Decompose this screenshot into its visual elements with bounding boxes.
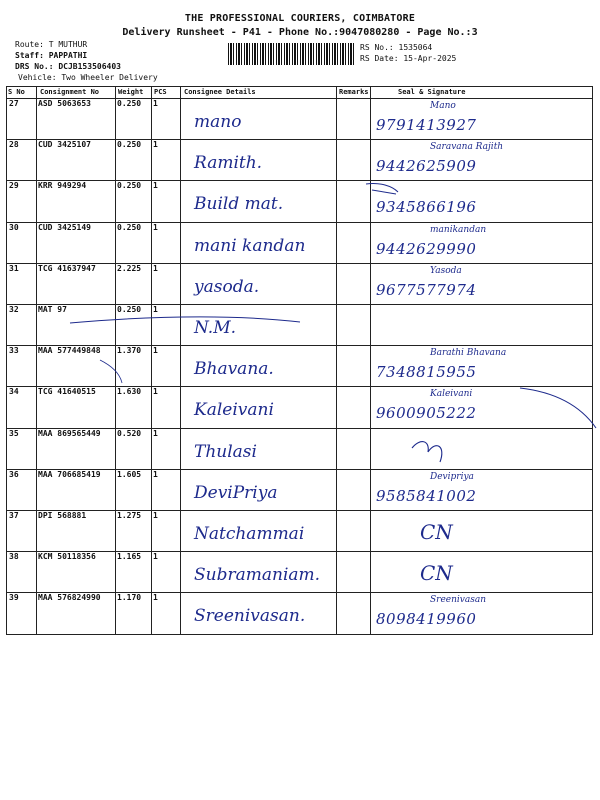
consignee-name: mano (194, 112, 242, 132)
cell-consignment: MAA 706685419 (38, 469, 101, 479)
signature-text: Saravana Rajith (430, 142, 504, 153)
consignee-name: Subramaniam. (194, 565, 321, 586)
cell-consignment: MAT 97 (38, 305, 67, 314)
cell-consignment: MAA 577449848 (38, 346, 101, 356)
cell-pcs: 1 (153, 387, 158, 397)
header-consignment: Consignment No (40, 88, 100, 96)
cell-pcs: 1 (153, 181, 158, 191)
cell-pcs: 1 (153, 346, 158, 356)
consignee-name: DeviPriya (194, 482, 278, 503)
consignee-name: Ramith. (194, 153, 263, 174)
cell-sno: 39 (9, 593, 19, 603)
rs-number: RS No.: 1535064 (360, 43, 433, 52)
cell-pcs: 1 (153, 222, 158, 232)
cell-consignment: DPI 568881 (38, 511, 87, 520)
cell-consignment: CUD 3425149 (38, 222, 91, 232)
cell-sno: 33 (9, 346, 19, 356)
consignee-name: Sreenivasan. (194, 606, 306, 627)
cell-consignment: CUD 3425107 (38, 140, 91, 150)
header-signature: Seal & Signature (398, 88, 466, 96)
signature-phone: 7348815955 (376, 363, 477, 382)
signature-phone: 9600905222 (376, 404, 477, 423)
signature-phone: 9442629990 (376, 239, 477, 258)
header-pcs: PCS (154, 88, 167, 96)
cell-consignment: MAA 869565449 (38, 428, 101, 438)
signature-text: Mano (430, 101, 456, 111)
cell-pcs: 1 (153, 469, 158, 479)
header-consignee: Consignee Details (184, 88, 256, 96)
cell-consignment: MAA 576824990 (38, 593, 101, 603)
signature-text: Kaleivani (430, 389, 473, 400)
consignee-name: Thulasi (194, 441, 257, 462)
cell-sno: 29 (9, 181, 19, 191)
cell-consignment: KCM 50118356 (38, 552, 96, 562)
cell-pcs: 1 (153, 99, 158, 108)
cell-weight: 1.605 (117, 469, 142, 479)
signature-phone: 9677577974 (376, 280, 477, 299)
cell-sno: 30 (9, 222, 19, 232)
cell-weight: 0.250 (117, 222, 142, 232)
signature-text: Yasoda (430, 265, 462, 276)
cell-weight: 0.520 (117, 428, 142, 438)
cell-pcs: 1 (153, 511, 158, 520)
signature-text: CN (420, 520, 453, 544)
cell-pcs: 1 (153, 263, 158, 273)
cell-pcs: 1 (153, 428, 158, 438)
cell-sno: 28 (9, 140, 19, 150)
cell-weight: 2.225 (117, 263, 142, 273)
signature-text: CN (420, 561, 453, 586)
vehicle-label: Vehicle: Two Wheeler Delivery (18, 73, 158, 82)
cell-sno: 36 (9, 469, 19, 479)
cell-weight: 1.370 (117, 346, 142, 356)
signature-phone: 9442625909 (376, 157, 477, 176)
cell-weight: 1.170 (117, 593, 142, 603)
consignee-name: Natchammai (194, 524, 305, 544)
cell-pcs: 1 (153, 593, 158, 603)
cell-sno: 38 (9, 552, 19, 562)
signature-text: Devipriya (430, 471, 474, 482)
cell-sno: 34 (9, 387, 19, 397)
rs-date: RS Date: 15-Apr-2025 (360, 54, 457, 63)
consignee-name: N.M. (194, 318, 237, 338)
consignee-name: Kaleivani (194, 400, 274, 421)
drs-number: DRS No.: DCJB153506403 (15, 62, 121, 71)
cell-weight: 1.165 (117, 552, 142, 562)
header-sno: S No (8, 88, 25, 96)
signature-text: Barathi Bhavana (430, 348, 507, 359)
consignee-name: mani kandan (194, 235, 306, 256)
cell-weight: 0.250 (117, 140, 142, 150)
document-title: THE PROFESSIONAL COURIERS, COIMBATORE (184, 13, 416, 24)
signature-phone: 8098419960 (376, 610, 477, 629)
cell-weight: 1.275 (117, 511, 142, 520)
signature-phone: 9585841002 (376, 486, 477, 505)
cell-pcs: 1 (153, 140, 158, 150)
header-remarks: Remarks (339, 88, 369, 96)
consignee-name: yasoda. (194, 276, 260, 297)
staff-label: Staff: PAPPATHI (15, 51, 88, 60)
cell-consignment: KRR 949294 (38, 181, 87, 191)
cell-weight: 0.250 (117, 305, 142, 314)
cell-sno: 37 (9, 511, 19, 520)
cell-sno: 35 (9, 428, 19, 438)
consignee-name: Bhavana. (194, 359, 274, 380)
cell-sno: 32 (9, 305, 19, 314)
cell-consignment: TCG 41637947 (38, 263, 96, 273)
cell-sno: 31 (9, 263, 19, 273)
route-label: Route: T MUTHUR (15, 40, 88, 49)
signature-phone: 9791413927 (376, 116, 477, 134)
cell-consignment: TCG 41640515 (38, 387, 96, 397)
cell-weight: 1.630 (117, 387, 142, 397)
cell-weight: 0.250 (117, 181, 142, 191)
cell-weight: 0.250 (117, 99, 142, 108)
consignee-name: Build mat. (194, 194, 284, 215)
signature-phone: 9345866196 (376, 198, 477, 217)
header-weight: Weight (118, 88, 144, 96)
signature-text: Sreenivasan (430, 595, 487, 606)
signature-text: manikandan (430, 224, 487, 235)
cell-pcs: 1 (153, 552, 158, 562)
cell-consignment: ASD 5063653 (38, 99, 91, 108)
document-subtitle: Delivery Runsheet - P41 - Phone No.:9047080280 - Page No.:3 (122, 27, 478, 38)
cell-pcs: 1 (153, 305, 158, 314)
cell-sno: 27 (9, 99, 19, 108)
